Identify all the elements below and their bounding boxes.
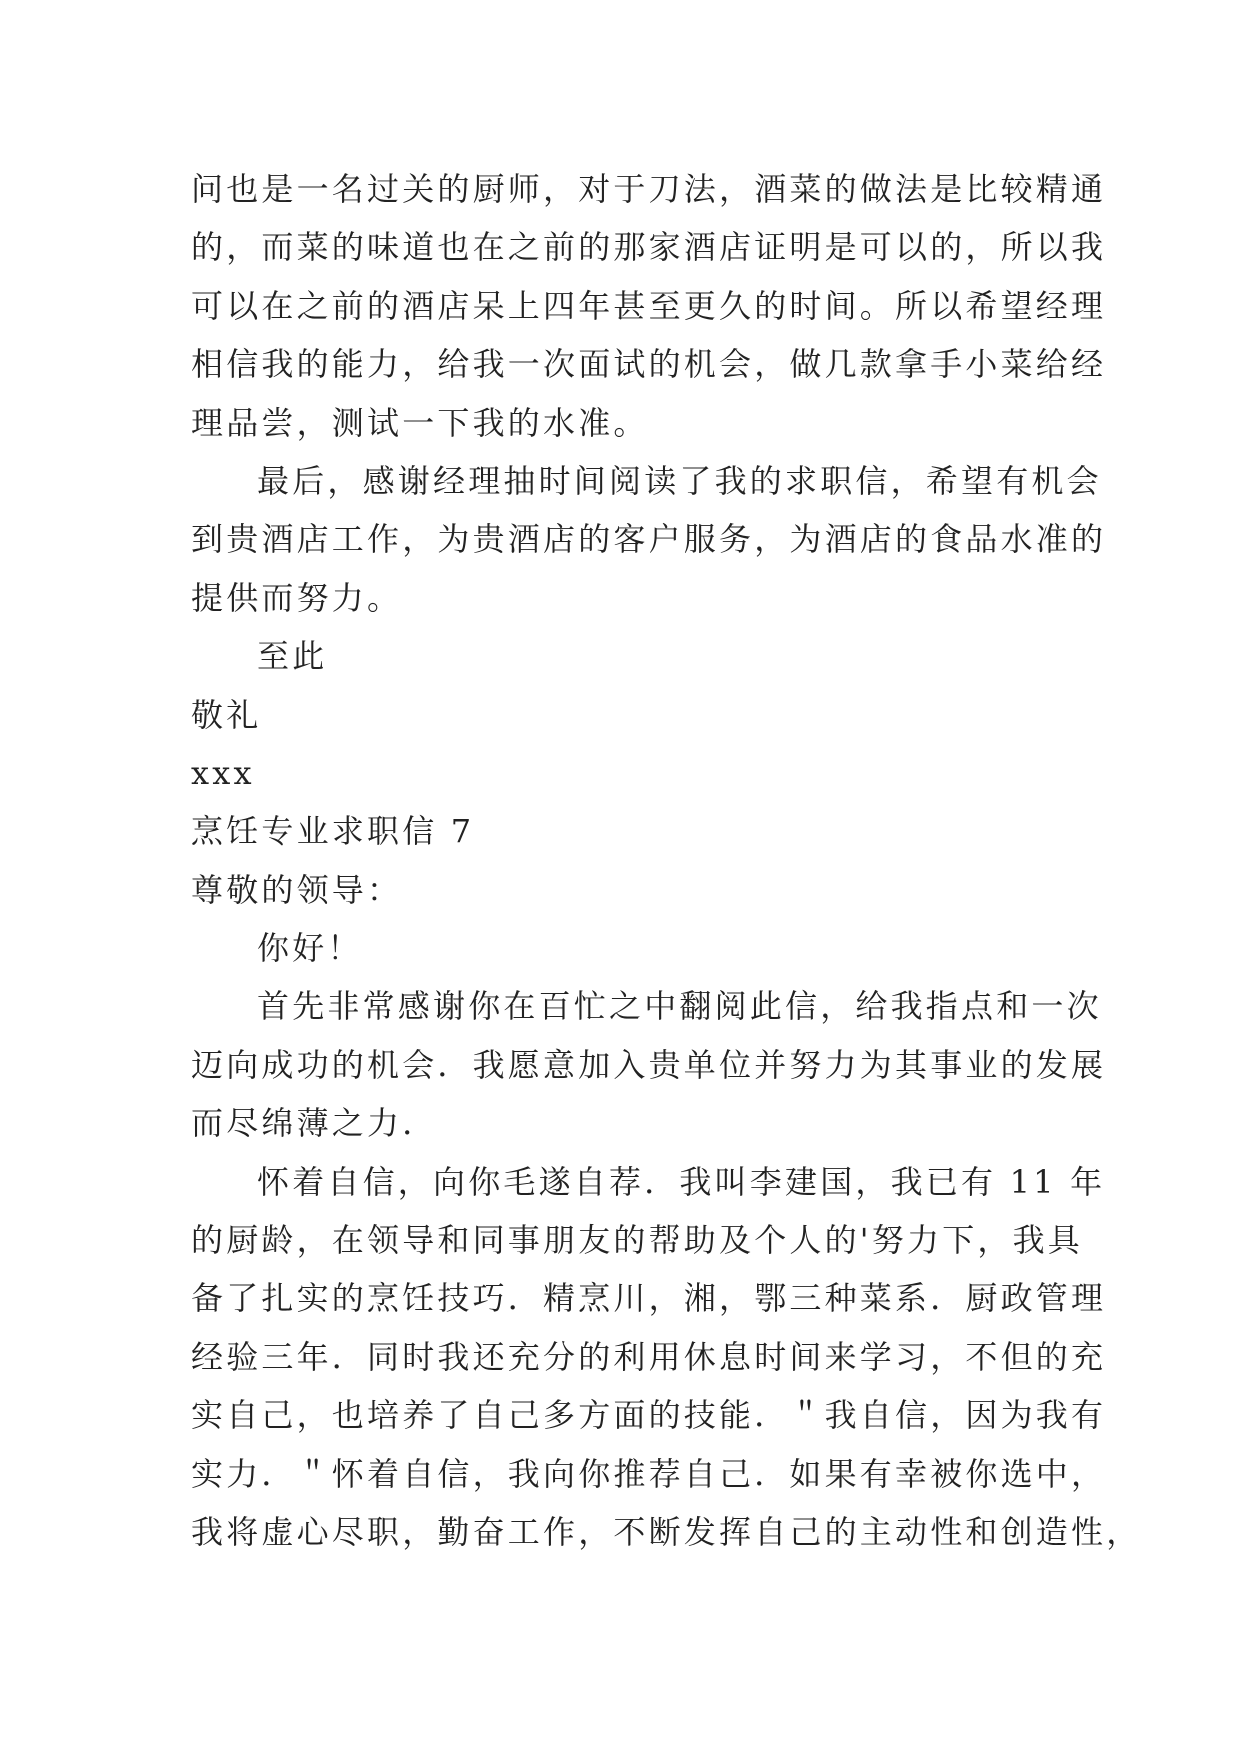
text-line: 问也是一名过关的厨师，对于刀法，酒菜的做法是比较精通 [191, 170, 1107, 208]
text-line: 提供而努力。 [191, 578, 403, 617]
signature-line: xxx [191, 753, 255, 792]
text-line: 而尽绵薄之力． [191, 1104, 438, 1143]
text-line: 的厨龄，在领导和同事朋友的帮助及个人的'努力下，我具 [191, 1221, 1083, 1260]
salutation-line: 敬礼 [191, 695, 262, 734]
text-line: 可以在之前的酒店呆上四年甚至更久的时间。所以希望经理 [191, 286, 1107, 325]
text-line: 相信我的能力，给我一次面试的机会，做几款拿手小菜给经 [191, 345, 1107, 384]
section-heading: 烹饪专业求职信 7 [191, 812, 475, 851]
text-line: 理品尝，测试一下我的水准。 [191, 403, 649, 442]
paragraph-line: 首先非常感谢你在百忙之中翻阅此信，给我指点和一次 [257, 987, 1102, 1026]
text-line: 到贵酒店工作，为贵酒店的客户服务，为酒店的食品水准的 [191, 520, 1107, 559]
greeting-line: 你好！ [257, 929, 363, 968]
text-line: 我将虚心尽职，勤奋工作，不断发挥自己的主动性和创造性， [191, 1512, 1142, 1551]
text-line: 实力．＂怀着自信，我向你推荐自己．如果有幸被你选中， [191, 1454, 1107, 1493]
text-line: 备了扎实的烹饪技巧．精烹川，湘，鄂三种菜系．厨政管理 [191, 1279, 1107, 1318]
text-line: 的，而菜的味道也在之前的那家酒店证明是可以的，所以我 [191, 228, 1107, 267]
text-line: 实自己，也培养了自己多方面的技能．＂我自信，因为我有 [191, 1396, 1107, 1435]
paragraph-line: 最后，感谢经理抽时间阅读了我的求职信，希望有机会 [257, 461, 1102, 500]
paragraph-line: 怀着自信，向你毛遂自荐．我叫李建国，我已有 11 年 [257, 1162, 1106, 1201]
document-body [191, 160, 1142, 1561]
text-line: 迈向成功的机会．我愿意加入贵单位并努力为其事业的发展 [191, 1045, 1107, 1084]
closing-line: 至此 [257, 637, 328, 676]
greeting-line: 尊敬的领导： [191, 870, 403, 909]
text-line: 经验三年．同时我还充分的利用休息时间来学习，不但的充 [191, 1337, 1107, 1376]
